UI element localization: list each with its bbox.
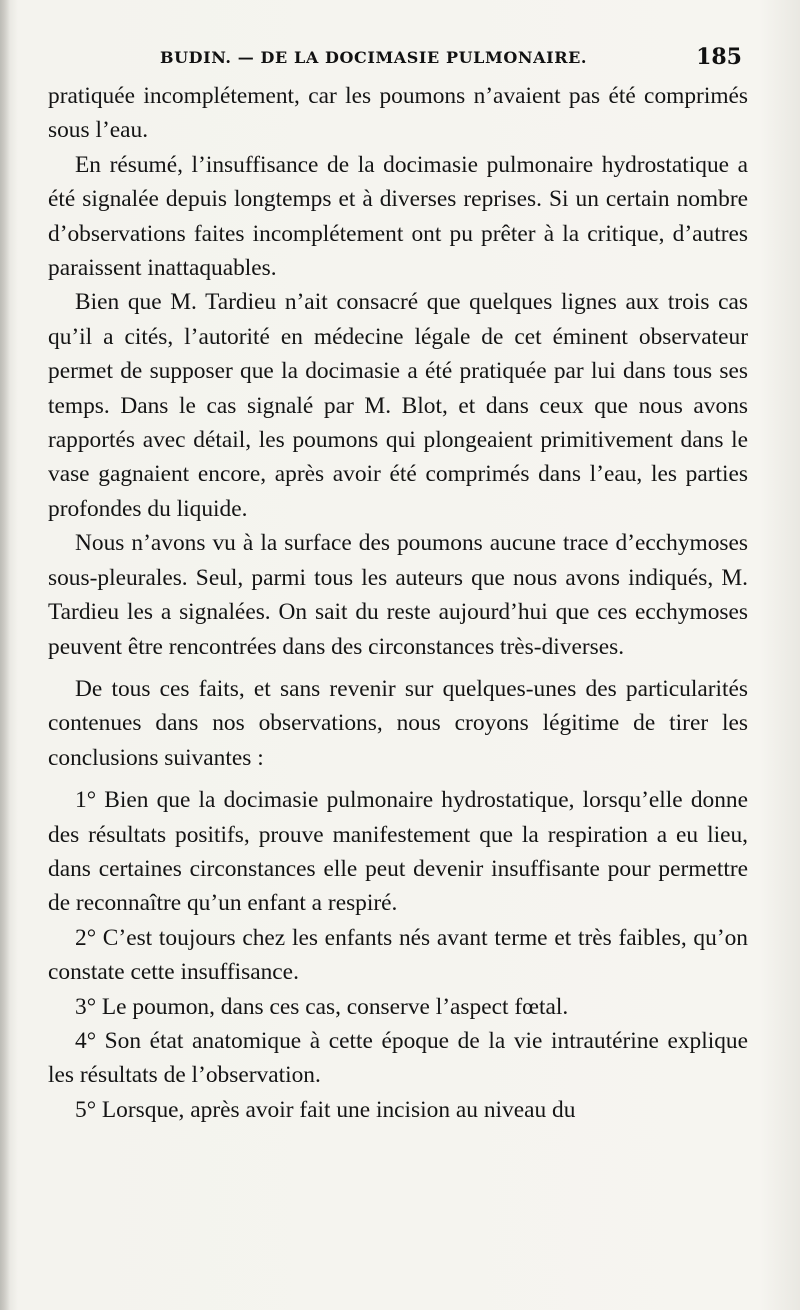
- running-title: BUDIN. — DE LA DOCIMASIE PULMONAIRE.: [160, 48, 588, 67]
- page-header: [48, 44, 748, 74]
- conclusion-1: 1° Bien que la docimasie pulmonaire hydrostatique, lorsqu’elle donne des résultats positifs, prouve manifestement que la respiration a eu lieu, dans certaines circonstances elle peut devenir insuffisante pour permettre de reconnaître qu’un enfant a respiré.: [48, 787, 748, 917]
- conclusion-3: 3° Le poumon, dans ces cas, conserve l’aspect fœtal.: [75, 993, 569, 1020]
- body-text: [48, 79, 748, 1127]
- page-number: 185: [696, 44, 742, 70]
- paragraph-ecchymoses: Nous n’avons vu à la surface des poumons aucune trace d’ecchymoses sous-pleurales. Seul, parmi tous les auteurs que nous avons indiqués, M. Tardieu les a signalées. On sait du reste aujourd’hui que ces ecchymoses peuvent être rencontrées dans des circonstances très-diverses.: [48, 530, 748, 660]
- conclusion-2: 2° C’est toujours chez les enfants nés avant terme et très faibles, qu’on constate cette insuffisance.: [48, 924, 748, 986]
- conclusion-5: 5° Lorsque, après avoir fait une incision au niveau du: [75, 1096, 576, 1123]
- conclusion-4: 4° Son état anatomique à cette époque de la vie intrautérine explique les résultats de l’observation.: [48, 1027, 748, 1089]
- paragraph-continuation: pratiquée incomplétement, car les poumons n’avaient pas été comprimés sous l’eau.: [48, 83, 748, 144]
- page-gutter-shadow: [0, 0, 10, 1310]
- paragraph-conclusions-intro: De tous ces faits, et sans revenir sur quelques-unes des particularités contenues dans nos observations, nous croyons légitime de tirer les conclusions suivantes :: [48, 675, 748, 771]
- paragraph-tardieu: Bien que M. Tardieu n’ait consacré que quelques lignes aux trois cas qu’il a cités, l’autorité en médecine légale de cet éminent observateur permet de supposer que la docimasie a été pratiquée par lui dans tous ses temps. Dans le cas signalé par M. Blot, et dans ceux que nous avons rapportés avec détail, les poumons qui plongeaient primitivement dans le vase gagnaient encore, après avoir été comprimés dans l’eau, les parties profondes du liquide.: [48, 289, 748, 522]
- paragraph-resume: En résumé, l’insuffisance de la docimasie pulmonaire hydrostatique a été signalée depuis longtemps et à diverses reprises. Si un certain nombre d’observations faites incomplétement ont pu prêter à la critique, d’autres paraissent inattaquables.: [48, 151, 748, 282]
